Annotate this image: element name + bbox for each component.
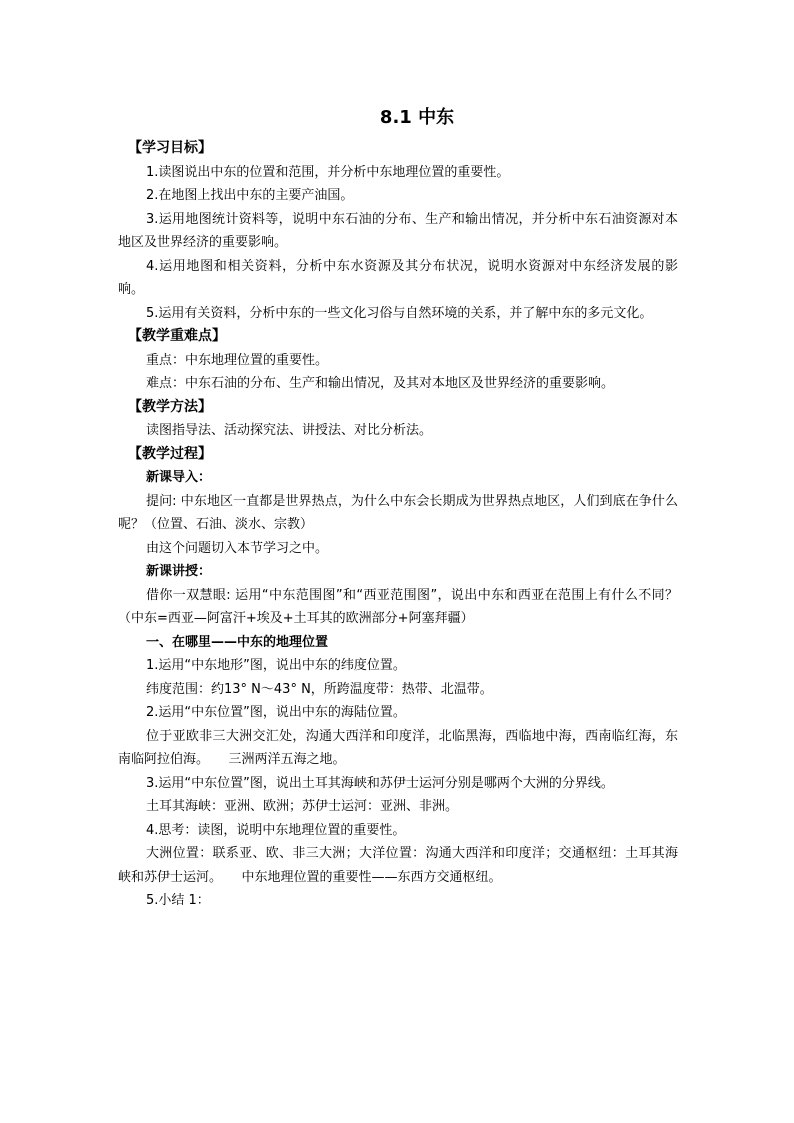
paragraph: 土耳其海峡：亚洲、欧洲；苏伊士运河：亚洲、非洲。 (146, 799, 459, 814)
difficult-point: 难点：中东石油的分布、生产和输出情况，及其对本地区及世界经济的重要影响。 (146, 376, 615, 391)
intro-follow: 由这个问题切入本节学习之中。 (146, 540, 329, 556)
goal-item: 5.运用有关资料，分析中东的一些文化习俗与自然环境的关系，并了解中东的多元文化。 (146, 305, 653, 321)
goal-item: 2.在地图上找出中东的主要产油国。 (146, 188, 354, 203)
lecture-label: 新课讲授： (146, 564, 212, 579)
paragraph: 4.思考：读图，说明中东地理位置的重要性。 (146, 822, 406, 838)
intro-question: 提问: 中东地区一直都是世界热点，为什么中东会长期成为世界热点地区，人们到底在争什么呢？（位置、石油、淡水、宗教） (118, 493, 678, 532)
lecture-question: 借你一双慧眼: 运用“中东范围图”和“西亚范围图”，说出中东和西亚在范围上有什么不同？（中东=西亚—阿富汗+埃及+土耳其的欧洲部分+阿塞拜疆） (118, 587, 678, 626)
intro-label: 新课导入： (146, 470, 212, 485)
paragraph: 纬度范围：约13° N～43° N，所跨温度带：热带、北温带。 (146, 681, 493, 697)
paragraph: 位于亚欧非三大洲交汇处，沟通大西洋和印度洋，北临黑海，西临地中海，西南临红海，东南临阿拉伯海。 三洲两洋五海之地。 (118, 728, 678, 767)
document-body (118, 137, 678, 913)
heading-learning-goals: 【学习目标】 (128, 140, 212, 156)
part1-heading: 一、在哪里——中东的地理位置 (146, 634, 329, 650)
heading-methods: 【教学方法】 (128, 398, 212, 415)
paragraph: 1.运用“中东地形”图，说出中东的纬度位置。 (146, 658, 406, 673)
paragraph: 2.运用“中东位置”图，说出中东的海陆位置。 (146, 705, 406, 720)
paragraph: 5.小结 1： (146, 893, 210, 908)
goal-item: 4.运用地图和相关资料，分析中东水资源及其分布状况，说明水资源对中东经济发展的影响。 (118, 258, 678, 297)
heading-key-points: 【教学重难点】 (128, 328, 226, 344)
heading-process: 【教学过程】 (128, 445, 212, 462)
methods-text: 读图指导法、活动探究法、讲授法、对比分析法。 (146, 423, 433, 438)
goal-item: 3.运用地图统计资料等，说明中东石油的分布、生产和输出情况，并分析中东石油资源对本地区及世界经济的重要影响。 (118, 211, 678, 250)
paragraph: 大洲位置：联系亚、欧、非三大洲；大洋位置：沟通大西洋和印度洋；交通枢纽：土耳其海峡和苏伊士运河。 中东地理位置的重要性——东西方交通枢纽。 (118, 846, 678, 885)
paragraph: 3.运用“中东位置”图，说出土耳其海峡和苏伊士运河分别是哪两个大洲的分界线。 (146, 775, 614, 791)
page-title: 8.1 中东 (379, 107, 455, 128)
goal-item: 1.读图说出中东的位置和范围，并分析中东地理位置的重要性。 (146, 164, 510, 180)
key-point: 重点：中东地理位置的重要性。 (146, 352, 329, 368)
